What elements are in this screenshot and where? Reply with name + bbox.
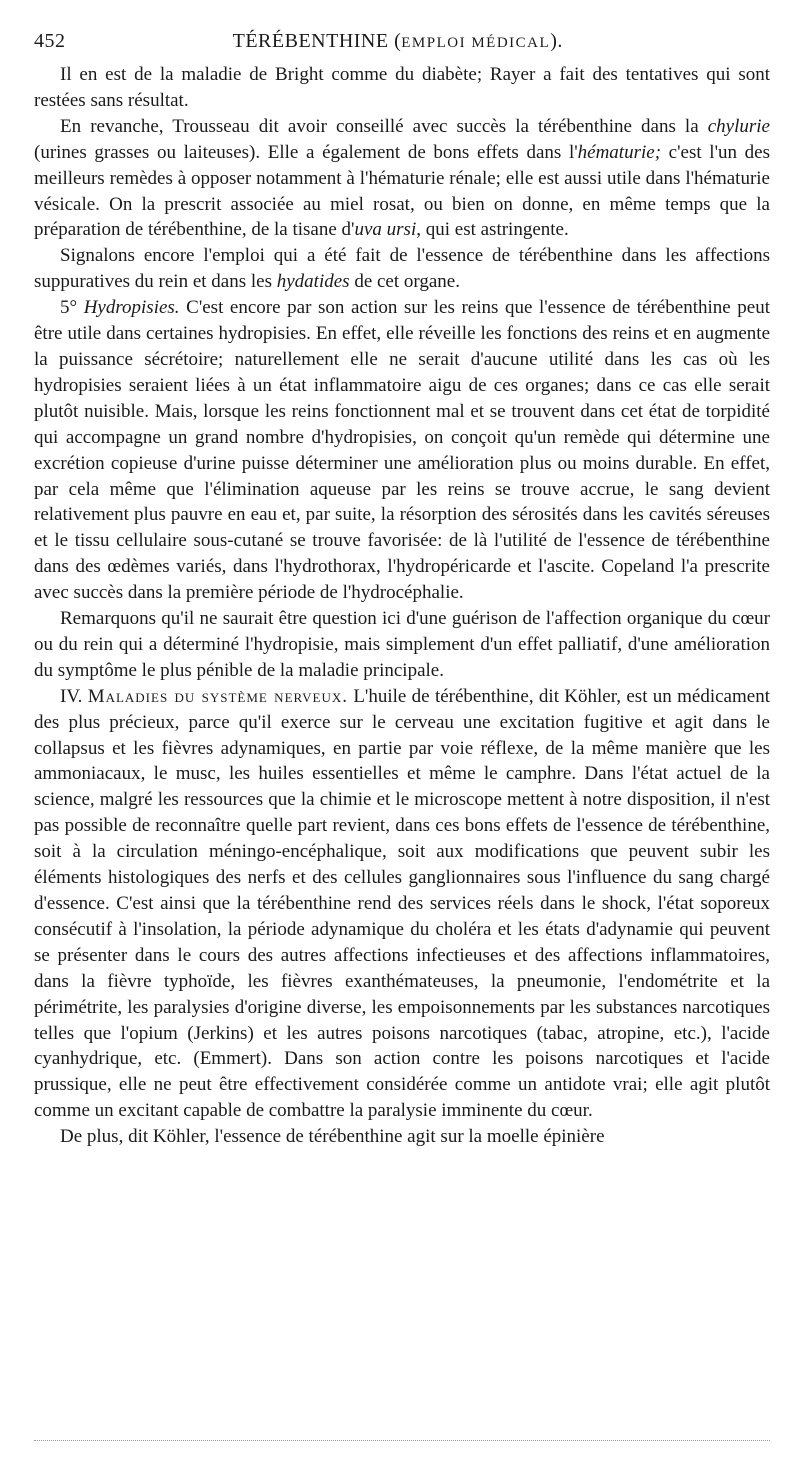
text-segment: Il en est de la maladie de Bright comme du diabète; Rayer a fait des tentatives qui sont restées sans résultat. (34, 64, 770, 111)
page-number: 452 (34, 30, 66, 52)
section-heading: Maladies du système nerveux. (87, 685, 348, 707)
paragraph (34, 1124, 770, 1150)
text-segment: IV. (60, 685, 88, 707)
paragraph (34, 243, 770, 295)
footer-rule (34, 1440, 770, 1441)
text-segment: c'est l'un des meilleurs remèdes à opposer notamment à l'hématurie rénale; elle est aussi utile dans l'hématurie vésicale. On la prescrit associée au miel rosat, ou bien on donne, en même temps que la préparation de térébenthine, de la tisane d' (34, 141, 770, 241)
text-segment: (urines grasses ou laiteuses). Elle a également de bons effets dans l' (34, 141, 578, 163)
paragraph (34, 684, 770, 1124)
italic-text: uva ursi (354, 219, 417, 241)
page (34, 30, 770, 1150)
italic-text: Hydropisies. (83, 297, 180, 319)
text-segment: Signalons encore l'emploi qui a été fait de l'essence de térébenthine dans les affections suppuratives du rein et dans les (34, 245, 770, 293)
paragraph (34, 295, 770, 606)
running-head (34, 30, 770, 62)
text-segment: De plus, dit Köhler, l'essence de térébenthine agit sur la moelle épinière (60, 1126, 605, 1148)
text-segment: 5° (60, 297, 84, 319)
text-segment: , qui est astringente. (416, 219, 569, 241)
paragraph (34, 62, 770, 114)
body-text (34, 62, 770, 1150)
running-title (66, 30, 771, 53)
text-segment: de cet organe. (349, 271, 460, 293)
text-segment: Remarquons qu'il ne saurait être question ici d'une guérison de l'affection organique du cœur ou du rein qui a déterminé l'hydropisie, mais simplement d'un effet palliatif, d'une amélioration du symptôme le plus pénible de la maladie principale. (34, 608, 770, 681)
paragraph (34, 114, 770, 244)
running-title-main: TÉRÉBENTHINE ( (232, 30, 402, 52)
text-segment: En revanche, Trousseau dit avoir conseillé avec succès la térébenthine dans la (60, 115, 708, 137)
text-segment: L'huile de térébenthine, dit Köhler, est un médicament des plus précieux, parce qu'il exerce sur le cerveau une excitation fugitive et agit dans le collapsus et les fièvres adynamiques, en partie par voie réflexe, de la même manière que les ammoniacaux, le musc, les huiles essentielles et même le camphre. Dans l'état actuel de la science, malgré les ressources que la chimie et le microscope mettent à notre disposition, il n'est pas possible de reconnaître quelle part revient, dans ces bons effets de l'essence de térébenthine, soit à la circulation méningo-encéphalique, soit aux modifications que peuvent subir les éléments histologiques des nerfs et des cellules ganglionnaires sous l'influence du sang chargé d'essence. C'est ainsi que la térébenthine rend des services réels dans le shock, l'état soporeux consécutif à l'insolation, la période adynamique du choléra et les états d'adynamie qui peuvent se présenter dans le cours des autres affections infectieuses et des affections inflammatoires, dans la fièvre typhoïde, les fièvres exanthémateuses, la pneumonie, l'endométrite et la périmétrite, les paralysies d'origine diverse, les empoisonnements par les substances narcotiques telles que l'opium (Jerkins) et les autres poisons narcotiques (tabac, atropine, etc.), l'acide cyanhydrique, etc. (Emmert). Dans son action contre les poisons narcotiques et l'acide prussique, elle ne peut être effectivement considérée comme un antidote vrai; elle agit plutôt comme un excitant capable de combattre la paralysie imminente du cœur. (34, 685, 770, 1122)
text-segment: C'est encore par son action sur les reins que l'essence de térébenthine peut être utile dans certaines hydropisies. En effet, elle réveille les fonctions des reins et en augmente la puissance sécrétoire; naturellement elle ne serait d'aucune utilité dans les cas où les hydropisies seraient liées à un état inflammatoire aigu de ces organes; dans ce cas elle serait plutôt nuisible. Mais, lorsque les reins fonctionnent mal et se trouvent dans cet état de torpidité qui accompagne un grand nombre d'hydropisies, on conçoit qu'un remède qui détermine une excrétion copieuse d'urine puisse déterminer une amélioration plus ou moins durable. En effet, par cela même que l'élimination aqueuse par les reins se trouve accrue, le sang devient relativement plus pauvre en eau et, par suite, la résorption des sérosités dans les cavités séreuses et le tissu cellulaire sous-cutané se trouve favorisée: de là l'utilité de l'essence de térébenthine dans des œdèmes variés, dans l'hydrothorax, l'hydropéricarde et l'ascite. Copeland l'a prescrite avec succès dans la première période de l'hydrocéphalie. (34, 297, 770, 604)
italic-text: chylurie (707, 115, 770, 137)
italic-text: hydatides (276, 271, 350, 293)
italic-text: hématurie; (577, 141, 662, 163)
running-title-end: ). (550, 30, 563, 52)
running-title-sub: EMPLOI MÉDICAL (401, 35, 551, 51)
paragraph (34, 606, 770, 684)
